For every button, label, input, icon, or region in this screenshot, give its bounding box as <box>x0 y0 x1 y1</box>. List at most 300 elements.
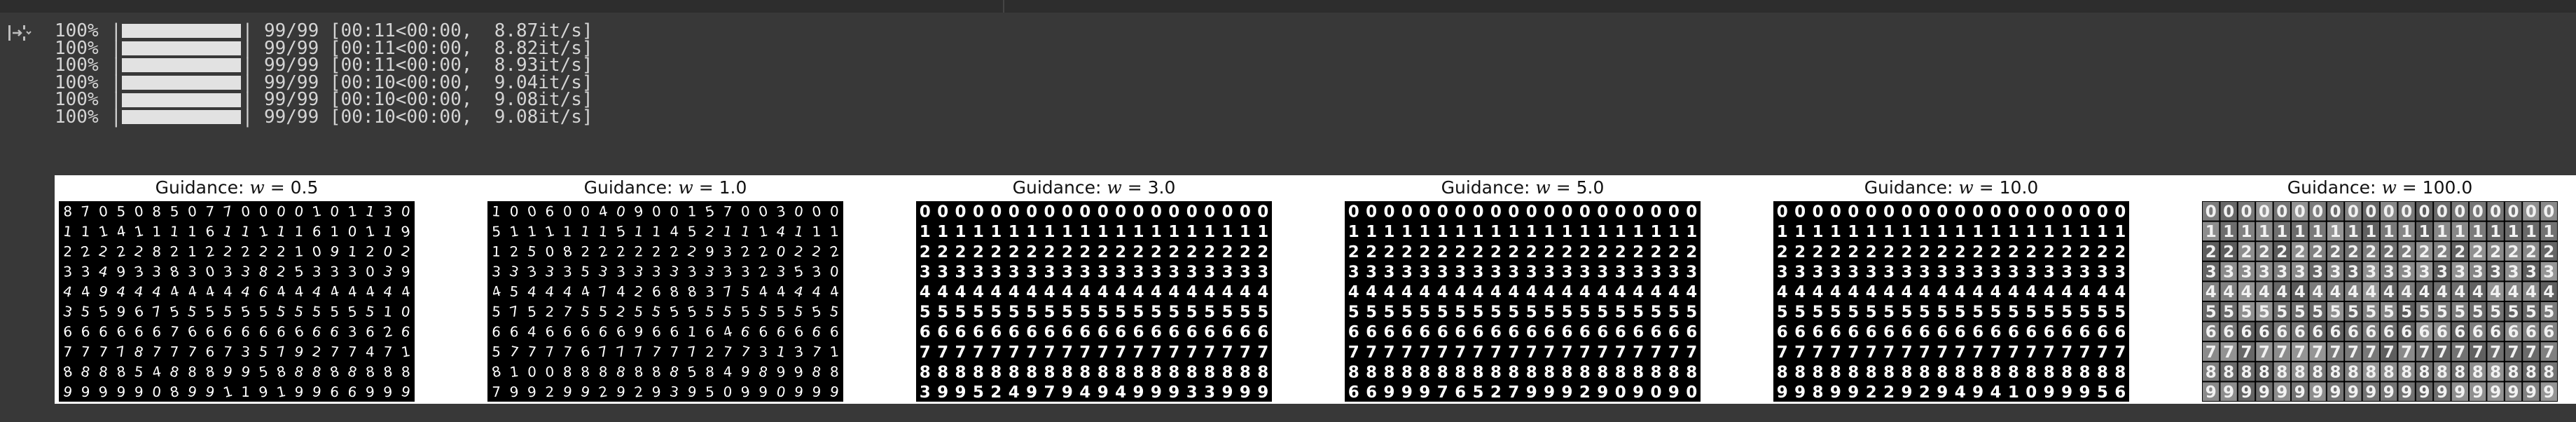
panel-title-value: = 0.5 <box>264 177 319 198</box>
digit-sample: 6 <box>1115 323 1127 342</box>
digit-sample: 5 <box>2507 303 2519 322</box>
digit-sample: 1 <box>275 222 287 241</box>
digit-sample: 4 <box>1883 283 1895 301</box>
digit-sample: 1 <box>972 223 984 242</box>
digit-sample: 4 <box>669 222 679 240</box>
digit-sample: 3 <box>2507 263 2519 282</box>
digit-sample: 1 <box>221 382 235 402</box>
digit-sample: 5 <box>133 362 145 381</box>
digit-sample: 9 <box>2079 383 2091 402</box>
digit-sample: 6 <box>1221 323 1233 342</box>
digit-sample: 0 <box>2026 383 2037 402</box>
digit-sample: 8 <box>293 362 305 381</box>
digit-sample: 8 <box>990 363 1002 382</box>
digit-sample: 0 <box>1650 203 1662 222</box>
digit-sample: 8 <box>490 362 503 381</box>
panel-title-value: = 5.0 <box>1550 177 1605 198</box>
digit-sample: 9 <box>399 382 413 402</box>
digit-sample: 7 <box>1650 343 1662 362</box>
digit-sample: 7 <box>1401 343 1413 362</box>
digit-sample: 9 <box>293 383 304 401</box>
digit-sample: 4 <box>186 282 199 301</box>
digit-sample: 3 <box>2007 263 2019 282</box>
digit-sample: 8 <box>1257 363 1269 382</box>
digit-sample: 7 <box>2490 343 2502 362</box>
digit-sample: 2 <box>2347 243 2359 261</box>
digit-sample: 7 <box>1239 343 1251 362</box>
digit-sample: 3 <box>491 262 502 280</box>
digit-sample: 6 <box>1436 323 1448 342</box>
digit-sample: 6 <box>1990 323 2002 342</box>
digit-sample: 0 <box>133 202 145 221</box>
digit-sample: 8 <box>1954 363 1966 382</box>
digit-sample: 5 <box>650 302 663 321</box>
digit-sample: 8 <box>2525 363 2537 382</box>
digit-sample: 2 <box>366 243 375 260</box>
digit-sample: 7 <box>2294 343 2306 362</box>
digit-sample: 5 <box>1937 303 1948 322</box>
digit-sample: 1 <box>2079 223 2091 242</box>
digit-sample: 6 <box>2114 383 2126 402</box>
digit-sample: 4 <box>721 322 734 341</box>
digit-sample: 5 <box>2096 383 2108 402</box>
digit-sample: 5 <box>1490 303 1502 322</box>
digit-sample: 4 <box>2241 283 2252 301</box>
digit-sample: 6 <box>132 302 145 321</box>
digit-sample: 1 <box>955 223 967 242</box>
digit-sample: 0 <box>1097 203 1109 222</box>
digit-sample: 5 <box>1348 303 1359 322</box>
digit-sample: 2 <box>2096 243 2108 261</box>
digit-sample: 9 <box>508 383 520 401</box>
digit-sample: 3 <box>2312 263 2324 282</box>
digit-sample: 4 <box>1794 283 1806 301</box>
digit-sample: 7 <box>1455 343 1467 362</box>
digit-sample: 1 <box>491 243 501 260</box>
digit-sample: 4 <box>2276 283 2288 301</box>
digit-sample: 6 <box>739 322 752 341</box>
panel-title <box>912 178 1276 198</box>
digit-sample: 1 <box>1901 223 1913 242</box>
digit-sample: 2 <box>97 242 110 261</box>
digit-sample: 5 <box>2347 303 2359 322</box>
digit-sample: 8 <box>1097 363 1109 382</box>
digit-sample: 2 <box>2043 243 2055 261</box>
digit-sample: 7 <box>97 343 109 361</box>
digit-sample: 0 <box>2507 203 2519 222</box>
digit-sample: 7 <box>80 202 91 221</box>
digit-sample: 8 <box>1419 363 1431 382</box>
digit-sample: 7 <box>722 342 733 361</box>
digit-sample: 3 <box>632 262 645 281</box>
digit-sample: 3 <box>61 302 74 321</box>
digit-sample: 1 <box>543 222 557 241</box>
progress-bar-fill <box>122 76 241 90</box>
digit-sample: 5 <box>2114 303 2126 322</box>
digit-sample: 5 <box>311 302 323 321</box>
digit-sample: 9 <box>651 383 662 401</box>
digit-sample: 6 <box>579 342 592 361</box>
digit-sample: 5 <box>2312 303 2324 322</box>
digit-sample: 7 <box>2454 343 2466 362</box>
digit-sample: 7 <box>508 302 521 321</box>
digit-sample: 0 <box>614 202 628 221</box>
digit-sample: 1 <box>651 222 662 240</box>
digit-sample: 4 <box>526 283 538 301</box>
digit-sample: 4 <box>132 282 145 301</box>
cell-toolbar <box>0 0 2576 13</box>
digit-sample: 0 <box>1668 203 1680 222</box>
digit-sample: 0 <box>2061 203 2073 222</box>
digit-sample: 8 <box>152 243 162 260</box>
digit-sample: 8 <box>2026 363 2037 382</box>
digit-sample: 0 <box>2312 203 2324 222</box>
sample-grid-image <box>59 201 415 402</box>
digit-sample: 8 <box>1061 363 1073 382</box>
digit-sample: 9 <box>221 362 235 381</box>
digit-sample: 0 <box>2026 203 2037 222</box>
digit-sample: 8 <box>2329 363 2341 382</box>
digit-sample: 2 <box>1401 243 1413 261</box>
digit-sample: 6 <box>1097 323 1109 342</box>
digit-sample: 4 <box>829 283 840 301</box>
digit-sample: 8 <box>61 362 74 381</box>
digit-sample: 9 <box>2061 383 2073 402</box>
digit-sample: 1 <box>1544 223 1556 242</box>
digit-sample: 2 <box>2436 243 2448 261</box>
digit-sample: 9 <box>2383 383 2395 402</box>
digit-sample: 0 <box>2205 203 2217 222</box>
digit-sample: 4 <box>1079 283 1091 301</box>
digit-sample: 3 <box>1204 383 1216 402</box>
digit-sample: 7 <box>739 342 752 361</box>
digit-sample: 0 <box>829 262 840 280</box>
digit-sample: 6 <box>115 322 127 341</box>
digit-sample: 5 <box>1508 303 1520 322</box>
digit-sample: 2 <box>651 243 662 261</box>
digit-sample: 7 <box>1257 343 1269 362</box>
digit-sample: 7 <box>2418 343 2430 362</box>
digit-sample: 0 <box>1883 203 1895 222</box>
digit-sample: 8 <box>1490 363 1502 382</box>
digit-sample: 0 <box>793 202 805 221</box>
digit-sample: 6 <box>1133 323 1144 342</box>
digit-sample: 5 <box>2026 303 2037 322</box>
digit-sample: 0 <box>275 202 287 221</box>
progress-bar-fill <box>122 110 241 124</box>
digit-sample: 9 <box>2525 383 2537 402</box>
digit-sample: 3 <box>2365 263 2377 282</box>
digit-sample: 7 <box>1972 343 1984 362</box>
digit-sample: 5 <box>1419 303 1431 322</box>
digit-sample: 6 <box>1829 323 1841 342</box>
digit-sample: 0 <box>1026 203 1038 222</box>
digit-sample: 9 <box>2490 383 2502 402</box>
digit-sample: 0 <box>1686 383 1698 402</box>
digit-sample: 8 <box>1561 363 1573 382</box>
digit-sample: 3 <box>187 263 198 280</box>
progress-bar-fill <box>122 58 241 72</box>
digit-sample: 8 <box>1686 363 1698 382</box>
digit-sample: 3 <box>1204 263 1216 282</box>
digit-sample: 3 <box>1686 263 1698 282</box>
digit-sample: 3 <box>2436 263 2448 282</box>
digit-sample: 8 <box>2223 363 2235 382</box>
bar-left-edge: | <box>111 37 122 59</box>
digit-sample: 8 <box>1883 363 1895 382</box>
digit-sample: 6 <box>1401 323 1413 342</box>
digit-sample: 1 <box>2258 223 2270 242</box>
sample-grid-image <box>1773 201 2129 402</box>
digit-sample: 3 <box>1061 263 1073 282</box>
sample-grid-image <box>487 201 843 402</box>
digit-sample: 7 <box>1115 343 1127 362</box>
digit-sample: 7 <box>1829 343 1841 362</box>
digit-sample: 1 <box>240 222 252 241</box>
digit-sample: 5 <box>1901 303 1913 322</box>
digit-sample: 0 <box>258 202 269 221</box>
digit-sample: 7 <box>1865 343 1877 362</box>
digit-sample: 6 <box>937 323 949 342</box>
digit-sample: 1 <box>686 322 698 341</box>
digit-sample: 8 <box>1579 363 1591 382</box>
digit-sample: 9 <box>2365 383 2377 402</box>
digit-sample: 8 <box>937 363 949 382</box>
digit-sample: 2 <box>1097 243 1109 261</box>
digit-sample: 5 <box>1026 303 1038 322</box>
digit-sample: 4 <box>1097 283 1109 301</box>
digit-sample: 7 <box>972 343 984 362</box>
output-toggle-icon[interactable] <box>4 20 32 48</box>
digit-sample: 7 <box>670 343 679 360</box>
digit-sample: 1 <box>2241 223 2252 242</box>
digit-sample: 6 <box>2401 323 2413 342</box>
digit-sample: 0 <box>1221 203 1233 222</box>
digit-sample: 2 <box>2114 243 2126 261</box>
digit-sample: 2 <box>2205 243 2217 261</box>
panel-title-prefix: Guidance: <box>2287 177 2382 198</box>
digit-sample: 5 <box>1383 303 1395 322</box>
digit-sample: 1 <box>152 222 162 240</box>
digit-sample: 1 <box>1579 223 1591 242</box>
digit-sample: 1 <box>1633 223 1644 242</box>
digit-sample: 8 <box>561 242 574 261</box>
digit-sample: 5 <box>2436 303 2448 322</box>
digit-sample: 4 <box>1472 283 1484 301</box>
digit-sample: 4 <box>1079 383 1091 402</box>
digit-sample: 4 <box>80 283 91 301</box>
digit-sample: 2 <box>1650 243 1662 261</box>
digit-sample: 4 <box>2418 283 2430 301</box>
digit-sample: 7 <box>1097 343 1109 362</box>
digit-sample: 3 <box>2258 263 2270 282</box>
digit-sample: 8 <box>1079 363 1091 382</box>
digit-sample: 8 <box>1508 363 1520 382</box>
digit-sample: 1 <box>2543 223 2555 242</box>
bar-left-edge: | <box>111 72 122 93</box>
digit-sample: 5 <box>686 362 698 381</box>
digit-sample: 4 <box>2507 283 2519 301</box>
digit-sample: 5 <box>80 302 92 321</box>
digit-sample: 5 <box>293 262 305 281</box>
digit-sample: 3 <box>1168 263 1180 282</box>
digit-sample: 0 <box>1954 203 1966 222</box>
panel-title <box>55 178 419 198</box>
digit-sample: 1 <box>1972 223 1984 242</box>
digit-sample: 8 <box>1239 363 1251 382</box>
digit-sample: 7 <box>2383 343 2395 362</box>
digit-sample: 6 <box>1366 323 1378 342</box>
digit-sample: 1 <box>187 222 198 240</box>
digit-sample: 9 <box>2472 383 2484 402</box>
digit-sample: 8 <box>972 363 984 382</box>
digit-sample: 5 <box>169 203 179 220</box>
digit-sample: 0 <box>1990 203 2002 222</box>
digit-sample: 2 <box>62 243 73 260</box>
digit-sample: 1 <box>2007 383 2019 402</box>
digit-sample: 1 <box>2043 223 2055 242</box>
digit-sample: 4 <box>1419 283 1431 301</box>
panel-title-prefix: Guidance: <box>155 177 250 198</box>
digit-sample: 2 <box>258 242 269 261</box>
digit-sample: 1 <box>1115 223 1127 242</box>
digit-sample: 7 <box>810 342 823 361</box>
panel-title-value: = 3.0 <box>1121 177 1176 198</box>
digit-sample: 4 <box>223 283 233 301</box>
digit-sample: 9 <box>793 383 805 401</box>
digit-sample: 7 <box>1044 343 1055 362</box>
digit-sample: 9 <box>2294 383 2306 402</box>
digit-sample: 2 <box>1597 243 1609 261</box>
digit-sample: 3 <box>705 283 715 301</box>
panel-title-prefix: Guidance: <box>583 177 679 198</box>
digit-sample: 6 <box>2223 323 2235 342</box>
digit-sample: 1 <box>829 222 840 240</box>
progress-percent: 100% <box>55 55 99 76</box>
digit-sample: 5 <box>1472 303 1484 322</box>
digit-sample: 7 <box>2543 343 2555 362</box>
digit-sample: 6 <box>758 322 769 341</box>
digit-sample: 8 <box>1848 363 1860 382</box>
digit-sample: 2 <box>1419 243 1431 261</box>
digit-sample: 4 <box>544 283 555 301</box>
digit-sample: 8 <box>2347 363 2359 382</box>
digit-sample: 9 <box>527 383 537 401</box>
digit-sample: 6 <box>1544 323 1556 342</box>
digit-sample: 2 <box>2490 243 2502 261</box>
digit-sample: 5 <box>776 303 786 320</box>
digit-sample: 3 <box>1794 263 1806 282</box>
digit-sample: 5 <box>2079 303 2091 322</box>
digit-sample: 4 <box>1865 283 1877 301</box>
digit-sample: 6 <box>990 323 1002 342</box>
digit-sample: 8 <box>1401 363 1413 382</box>
digit-sample: 3 <box>2383 263 2395 282</box>
digit-sample: 3 <box>2418 263 2430 282</box>
digit-sample: 2 <box>1436 243 1448 261</box>
digit-sample: 8 <box>1544 363 1556 382</box>
digit-sample: 1 <box>1061 223 1073 242</box>
digit-sample: 7 <box>1525 343 1537 362</box>
digit-sample: 0 <box>509 203 519 220</box>
digit-sample: 7 <box>1348 343 1359 362</box>
digit-sample: 9 <box>686 383 698 401</box>
digit-sample: 6 <box>2418 323 2430 342</box>
digit-sample: 2 <box>1901 243 1913 261</box>
digit-sample: 6 <box>276 322 286 341</box>
digit-sample: 8 <box>2472 363 2484 382</box>
digit-sample: 4 <box>972 283 984 301</box>
digit-sample: 5 <box>1186 303 1198 322</box>
digit-sample: 0 <box>544 362 555 381</box>
digit-sample: 6 <box>1490 323 1502 342</box>
digit-sample: 9 <box>1419 383 1431 402</box>
digit-sample: 2 <box>1490 243 1502 261</box>
digit-sample: 4 <box>1026 283 1038 301</box>
digit-sample: 8 <box>633 362 644 381</box>
digit-sample: 6 <box>256 282 270 301</box>
digit-sample: 3 <box>1401 263 1413 282</box>
digit-sample: 7 <box>382 343 393 361</box>
digit-sample: 2 <box>1883 243 1895 261</box>
digit-sample: 0 <box>2007 203 2019 222</box>
digit-sample: 9 <box>615 383 627 401</box>
digit-sample: 7 <box>545 343 555 360</box>
digit-sample: 7 <box>223 343 233 361</box>
digit-sample: 7 <box>2507 343 2519 362</box>
digit-sample: 3 <box>2276 263 2288 282</box>
digit-sample: 0 <box>2365 203 2377 222</box>
digit-sample: 8 <box>1204 363 1216 382</box>
digit-sample: 8 <box>1794 363 1806 382</box>
digit-sample: 5 <box>2490 303 2502 322</box>
digit-sample: 0 <box>2543 203 2555 222</box>
digit-sample: 9 <box>2454 383 2466 402</box>
digit-sample: 2 <box>2507 243 2519 261</box>
digit-sample: 0 <box>740 203 751 220</box>
digit-sample: 0 <box>562 203 573 220</box>
digit-sample: 1 <box>721 222 733 240</box>
digit-sample: 1 <box>597 222 609 240</box>
digit-sample: 3 <box>1812 263 1824 282</box>
digit-sample: 4 <box>203 282 216 301</box>
digit-sample: 7 <box>1508 343 1520 362</box>
digit-sample: 9 <box>2329 383 2341 402</box>
digit-sample: 3 <box>1918 263 1930 282</box>
digit-sample: 3 <box>1865 263 1877 282</box>
digit-sample: 4 <box>2223 283 2235 301</box>
digit-sample: 0 <box>1901 203 1913 222</box>
progress-timing: [00:11<00:00, 8.82it/s] <box>329 37 593 59</box>
digit-sample: 8 <box>667 362 681 381</box>
digit-sample: 7 <box>508 342 520 361</box>
digit-sample: 5 <box>491 303 501 320</box>
digit-sample: 8 <box>257 262 270 281</box>
digit-sample: 8 <box>187 363 198 381</box>
digit-sample: 7 <box>1221 343 1233 362</box>
digit-sample: 2 <box>1561 243 1573 261</box>
digit-sample: 6 <box>80 322 91 341</box>
digit-sample: 0 <box>775 242 787 261</box>
digit-sample: 2 <box>1614 243 1626 261</box>
digit-sample: 0 <box>1061 203 1073 222</box>
bar-right-edge: | <box>242 20 264 41</box>
digit-sample: 2 <box>1776 243 1788 261</box>
digit-sample: 1 <box>310 202 323 221</box>
digit-sample: 4 <box>2312 283 2324 301</box>
digit-sample: 7 <box>597 282 609 301</box>
digit-sample: 3 <box>132 262 146 281</box>
